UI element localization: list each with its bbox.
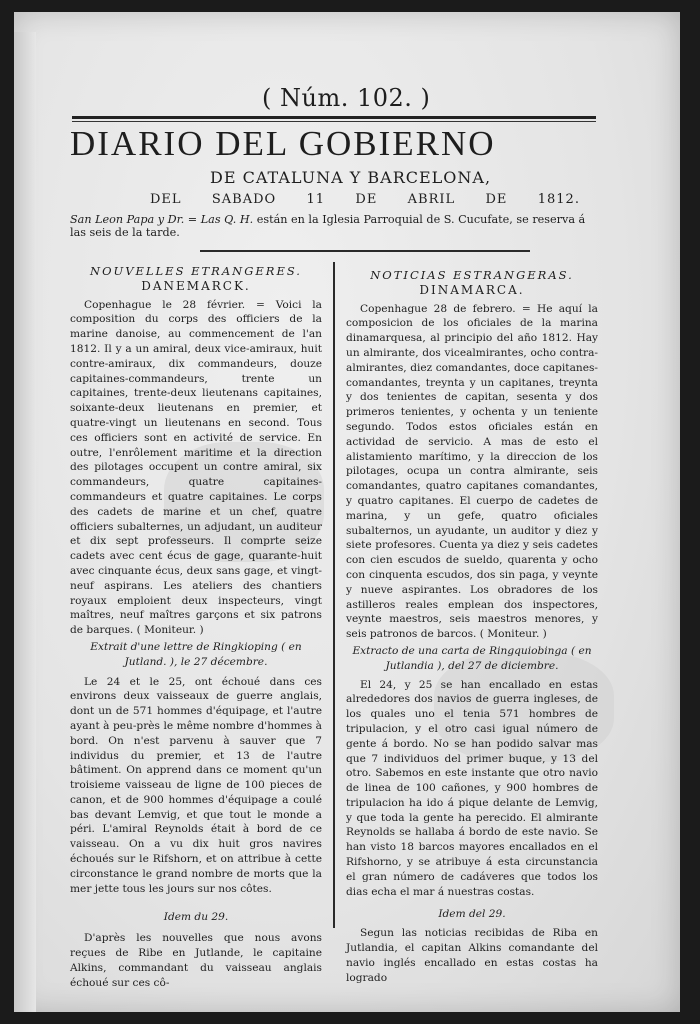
article-paragraph: Copenhague le 28 février. = Voici la composition du corps des officiers de la marine danoise, au commencement de l'an 1812. Il y a un amiral, deux vice-amiraux, huit contre-amiraux, dix commandeurs, douze capitaines-commandeurs, trente un capitaines, trente-deux lieutenans capitaines, soixante-deux lieutenans en premier, et quatre-vingt un lieutenans en second. Tous ces officiers sont en activité de service. En outre, l'enrôlement maritime et la direction des pilotages occupent un contre amiral, six commandeurs, quatre capitaines-commandeurs et quatre capitaines. Le corps des cadets de marine et un chef, quatre officiers subalternes, un adjudant, un auditeur et dix sept professeurs. Il comprte seize cadets avec cent écus de gage, quarante-huit avec cinquante écus, deux sans gage, et vingt-neuf aspirans. Les ateliers des chantiers royaux emploient deux inspecteurs, vingt maîtres, neuf maîtres garçons et six patrons de barques. ( Moniteur. ) [70,298,322,637]
article-paragraph: Le 24 et le 25, ont échoué dans ces environs deux vaisseaux de guerre anglais, dont un de 571 hommes d'équipage, et l'autre ayant à peu-près le même nombre d'hommes à bord. On n'est parvenu à sauver que 7 individus du premier, et 13 de l'autre bâtiment. On apprend dans ce moment qu'un troisieme vaisseau de ligne de 100 pieces de canon, et de 900 hommes d'équipage a coulé bas devant Lemvig, et que tout le monde a péri. L'amiral Reynolds était à bord de ce vaisseau. On a vu dix huit gros navires échoués sur le Rifshorn, et on attribue à cette circonstance le grand nombre de morts que la mer jette tous les jours sur nos côtes. [70,675,322,895]
newspaper-title: DIARIO DEL GOBIERNO [70,124,496,163]
date-word: DEL [150,192,182,207]
saints-text: están en la Iglesia Parroquial de S. Cucufate, se reserva á las seis de la tarde. [70,213,586,239]
masthead-rule-thin [72,121,596,122]
newspaper-subtitle: DE CATALUNA Y BARCELONA, [210,168,492,187]
right-column [346,268,598,985]
idem-heading: Idem del 29. [438,908,506,921]
binding-gutter [14,32,36,1012]
saints-italic: San Leon Papa y Dr. = Las Q. H. [70,213,254,226]
masthead-rule [72,116,596,119]
article-paragraph: D'après les nouvelles que nous avons reçues de Ribe en Jutlande, le capitaine Alkins, commandant du vaisseau anglais échoué sur ces cô- [70,932,322,989]
date-word: ABRIL [407,192,456,207]
letter-extract-heading: Extracto de una carta de Ringquiobinga ( en Jutlandia ), del 27 de diciembre. [352,644,592,672]
letter-extract-heading: Extrait d'une lettre de Ringkioping ( en Jutland. ), le 27 décembre. [90,640,302,668]
article-paragraph: El 24, y 25 se han encallado en estas alrededores dos navios de guerra ingleses, de los quales uno el tenia 571 hombres de tripulacion, y el otro casi igual número de gente á bordo. No se han podido salvar mas que 7 individuos del primer buque, y 13 del otro. Sabemos en este instante que otro navio de linea de 100 cañones, y 900 hombres de tripulacion ha ido á pique delante de Lemvig, y que toda la gente ha perecido. El almirante Reynolds se hallaba á bordo de este navio. Se han visto 18 barcos mayores encallados en el Rifshorno, y se atribuye á esta circunstancia el gran número de cadáveres que todos los dias echa el mar á nuestras costas. [346,678,598,898]
article-paragraph: Copenhague 28 de febrero. = He aquí la composicion de los oficiales de la marina dinamarquesa, al principio del año 1812. Hay un almirante, dos vicealmirantes, ocho contra-almirantes, diez comandantes, doce capitanes-comandantes, treynta y un capitanes, treynta y dos tenientes de capitan, sesenta y dos primeros tenientes, y ochenta y un teniente segundo. Todos estos oficiales están en actividad de servicio. A mas de esto el alistamiento marítimo, y la direccion de los pilotages, ocupa un contra almirante, seis comandantes, quatro capitanes comandantes, y quatro capitanes. El cuerpo de cadetes de marina, y un gefe, quatro oficiales subalternos, un ayudante, un auditor y diez y siete profesores. Cuenta ya diez y seis cadetes con cien escudos de sueldo, quarenta y ocho con cinquenta escudos, dos sin paga, y veynte y nueve aspirantes. Los obradores de los astilleros reales emplean dos inspectores, veynte maestros, seis maestros menores, y seis patronos de barcos. ( Moniteur. ) [346,302,598,641]
section-heading: NOTICIAS ESTRANGERAS. [370,268,574,282]
section-heading: NOUVELLES ETRANGERES. [90,264,302,278]
date-word: 1812. [537,192,580,207]
date-word: SABADO [211,192,277,207]
saints-of-the-day [70,213,600,239]
country-heading: DANEMARCK. [141,278,251,293]
country-heading: DINAMARCA. [419,282,525,297]
issue-number: ( Núm. 102. ) [262,84,431,112]
date-word: DE [485,192,508,207]
left-column [70,264,322,990]
date-word: DE [355,192,378,207]
date-word: 11 [306,192,326,207]
article-paragraph: Segun las noticias recibidas de Riba en Jutlandia, el capitan Alkins comandante del navio inglés encallado en estas costas ha logrado [346,927,598,984]
idem-heading: Idem du 29. [163,911,229,924]
section-rule [200,250,530,252]
dateline [150,192,580,207]
column-divider [333,262,335,928]
